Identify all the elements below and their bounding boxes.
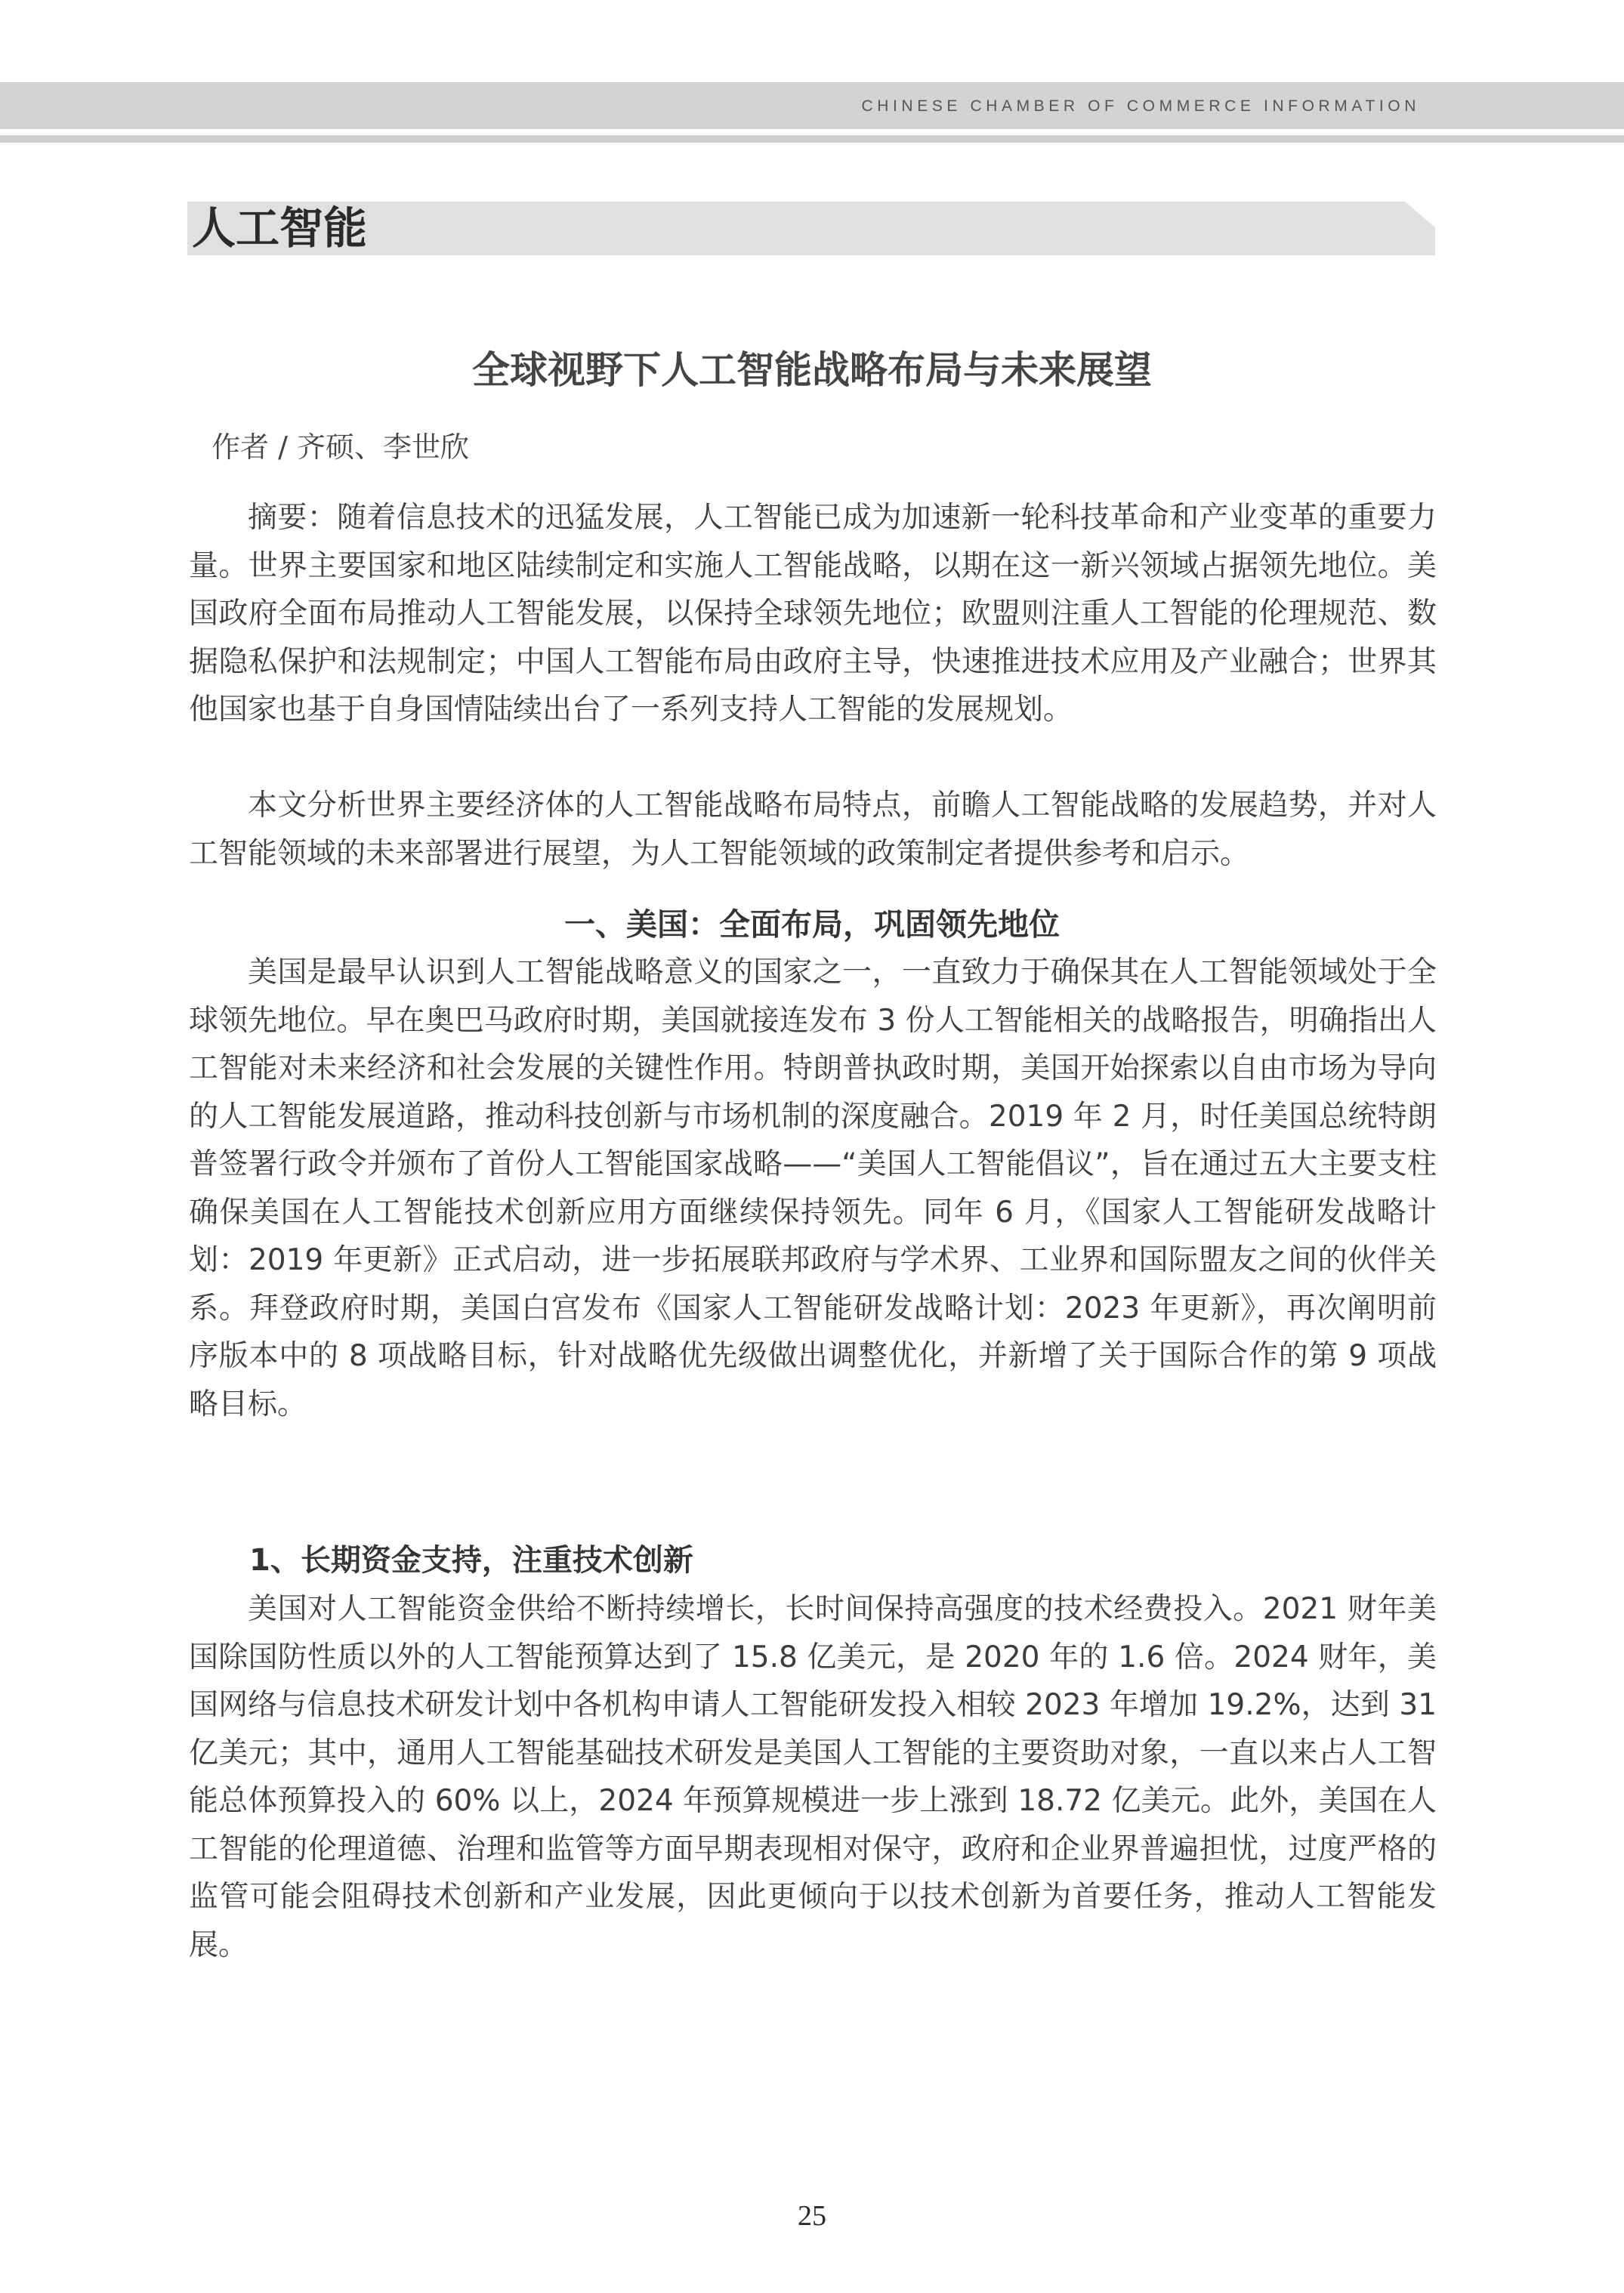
section-band [187,202,1435,255]
intro-paragraph: 本文分析世界主要经济体的人工智能战略布局特点，前瞻人工智能战略的发展趋势，并对人工智能领域的未来部署进行展望，为人工智能领域的政策制定者提供参考和启示。 [189,789,1437,871]
intro-block [189,782,1437,878]
abstract-paragraph: 摘要：随着信息技术的迅猛发展，人工智能已成为加速新一轮科技革命和产业变革的重要力量。世界主要国家和地区陆续制定和实施人工智能战略，以期在这一新兴领域占据领先地位。美国政府全面布局推动人工智能发展，以保持全球领先地位；欧盟则注重人工智能的伦理规范、数据隐私保护和法规制定；中国人工智能布局由政府主导，快速推进技术应用及产业融合；世界其他国家也基于自身国情陆续出台了一系列支持人工智能的发展规划。 [189,501,1437,727]
section-heading-usa: 一、美国：全面布局，巩固领先地位 [564,906,1060,943]
subsection-heading-funding: 1、长期资金支持，注重技术创新 [249,1543,693,1578]
abstract-block [189,494,1437,734]
usa-paragraph: 美国是最早认识到人工智能战略意义的国家之一，一直致力于确保其在人工智能领域处于全球领先地位。早在奥巴马政府时期，美国就接连发布 3 份人工智能相关的战略报告，明确指出人工智能对未来经济和社会发展的关键性作用。特朗普执政时期，美国开始探索以自由市场为导向的人工智能发展道路，推动科技创新与市场机制的深度融合。2019 年 2 月，时任美国总统特朗普签署行政令并颁布了首份人工智能国家战略——“美国人工智能倡议”，旨在通过五大主要支柱确保美国在人工智能技术创新应用方面继续保持领先。同年 6 月，《国家人工智能研发战略计划：2019 年更新》正式启动，进一步拓展联邦政府与学术界、工业界和国际盟友之间的伙伴关系。拜登政府时期，美国白宫发布《国家人工智能研发战略计划：2023 年更新》，再次阐明前序版本中的 8 项战略目标，针对战略优先级做出调整优化，并新增了关于国际合作的第 9 项战略目标。 [189,955,1437,1421]
article-title: 全球视野下人工智能战略布局与未来展望 [472,348,1152,392]
header-stripe-divider [0,135,1624,143]
section-title: 人工智能 [192,202,368,254]
article-author: 作者 / 齐硕、李世欣 [211,431,469,464]
page-number: 25 [798,2200,826,2232]
usa-section-block [189,949,1437,1428]
publication-brand: CHINESE CHAMBER OF COMMERCE INFORMATION [861,97,1420,115]
funding-paragraph: 美国对人工智能资金供给不断持续增长，长时间保持高强度的技术经费投入。2021 财年美国除国防性质以外的人工智能预算达到了 15.8 亿美元，是 2020 年的 1.6 倍。2024 财年，美国网络与信息技术研发计划中各机构申请人工智能研发投入相较 2023 年增加 19.2%，达到 31 亿美元；其中，通用人工智能基础技术研发是美国人工智能的主要资助对象，一直以来占人工智能总体预算投入的 60% 以上，2024 年预算规模进一步上涨到 18.72 亿美元。此外，美国在人工智能的伦理道德、治理和监管等方面早期表现相对保守，政府和企业界普遍担忧，过度严格的监管可能会阻碍技术创新和产业发展，因此更倾向于以技术创新为首要任务，推动人工智能发展。 [189,1592,1437,1962]
header-band [0,82,1624,129]
funding-section-block [189,1585,1437,1969]
